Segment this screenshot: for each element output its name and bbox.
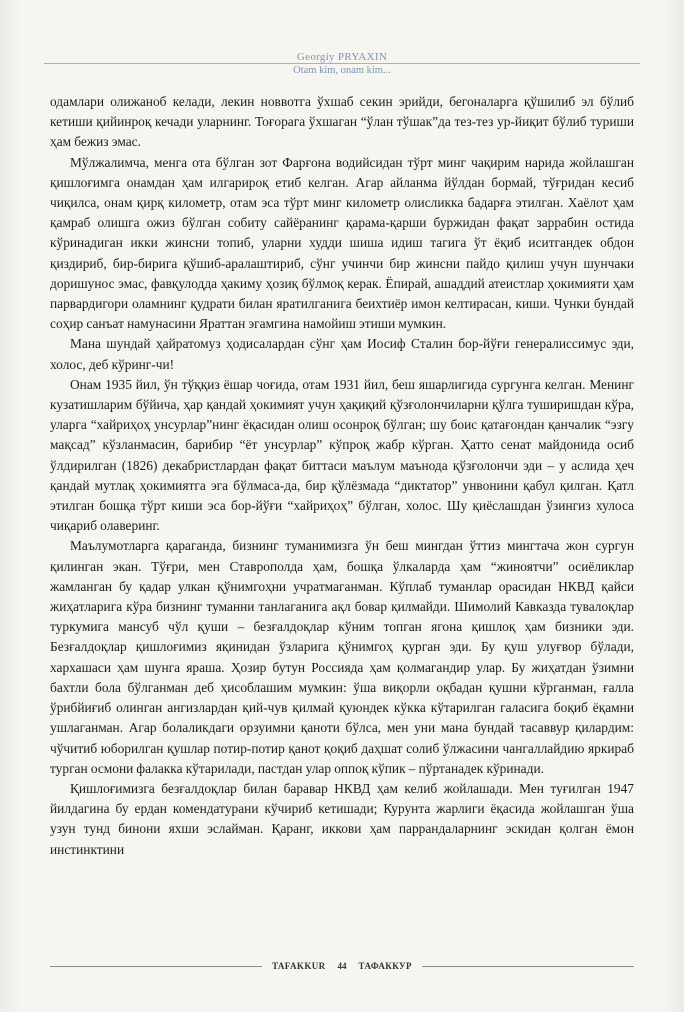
page-number: 44 (337, 961, 347, 971)
footer-rule-right (422, 966, 634, 967)
footer-rule-left (50, 966, 262, 967)
paragraph-3: Мана шундай ҳайратомуз ҳодисалардан сўнг ҳам Иосиф Сталин бор-йўғи генералиссимус эди, холос, деб кўринг-чи! (50, 336, 634, 372)
article-body (50, 92, 634, 860)
header-author: Georgiy PRYAXIN (296, 51, 388, 63)
running-header (44, 50, 640, 84)
paragraph-6: Қишлоғимизга безғалдоқлар билан баравар НКВД ҳам келиб жойлашади. Мен туғилган 1947 йилдагина бу ердан комендатурани кўчириб кетишади; Курунта жарлиги ёқасида жойлашган ўша узун тунд бинони яхши эслайман. Қаранг, иккови ҳам паррандаларнинг эскидан қолган ёмон инстинктини (50, 780, 634, 857)
paragraph-5: Маълумотларга қараганда, бизнинг туманимизга ўн беш мингдан ўттиз мингтача жон сургун қилинган экан. Тўғри, мен Ставрополда ҳам, бошқа ўлкаларда ҳам “жиноятчи” осиёликлар жамланган бу қадар улкан қўнимгоҳни учратмаганман. Кўплаб туманлар орасидан НКВД қайси жиҳатларига кўра бизнинг туманни танлаганига ақл бовар қилмайди. Шимолий Кавказда тувалоқлар туркумига мансуб чўл қуши – безғалдоқлар кўним топган ягона қишлоқ ҳам бизники эди. Безғалдоқлар қишлоғимиз яқинидан ўзларига қўнимгоҳ қурган эди. Бу қуш улуғвор бўлади, хархашаси ҳам шунга яраша. Ҳозир бутун Россияда ҳам қолмагандир улар. Бу жиҳатдан ўзимни бахтли бола бўлганман деб ҳисоблашим мумкин: ўша виқорли оқбадан қушни кўрганман, ғалла ўрибйиғиб олинган ангизлардан қий-чув қилмай қуюндек кўкка кўтарилган галасига боқиб ёқамни ушлаганман. Агар болаликдаги орзуимни қаноти бўлса, мен уни мана бундай тасаввур қилардим: чўчитиб юборилган қушлар потир-потир қанот қоқиб даҳшат солиб ўлжасини чангаллайдию яркираб турган осмони фалакка кўтарилади, пастдан улар оппоқ кўпик – пўртанадек кўринади. (50, 538, 634, 776)
paragraph-1: одамлари олижаноб келади, лекин новвотга ўхшаб секин эрийди, бегоналарга қўшилиб эл бўлиб кетиши қийинроқ кечади уларнинг. Тоғорага ўхшаган “ўлан тўшак”да тез-тез ур-йиқит бўлиб туриши ҳам бежиз эмас. (50, 94, 634, 150)
footer-label-latin: TAFAKKUR (272, 961, 326, 971)
header-rule (44, 63, 640, 64)
paragraph-2: Мўлжалимча, менга ота бўлган зот Фарғона водийсидан тўрт минг чақирим нарида жойлашган қишлоғимга онамдан ҳам илгарироқ етиб келган. Агар айланма йўлдан бормай, тўғридан кесиб чиқилса, онам қирқ километр, отам эса тўрт минг километр олисликка бадарға этилган. Хаёлот ҳам қамраб олишга ожиз бўлган собиту сайёранинг қарама-қарши буржидан фақат заррабин остида кўринадиган икки жинсни топиб, уларни худди шиша идиш тагига ўт ёқиб иситгандек обдон қиздириб, бир-бирига қўшиб-аралаштириб, сўнг учинчи бир жинсни пайдо қилиш учун шунчаки доришунос эмас, фавқулодда ҳакиму ҳозиқ бўлмоқ керак. Ёпирай, ашаддий атеистлар ҳокимияти ҳам парвардигори оламнинг қудрати билан яратилганига беихтиёр имон келтирасан, киши. Чунки бундай соҳир санъат намунасини Яраттан эгамгина намойиш этиши мумкин. (50, 154, 634, 332)
paragraph-4: Онам 1935 йил, ўн тўққиз ёшар чоғида, отам 1931 йил, беш яшарлигида сургунга келган. Менинг кузатишларим бўйича, ҳар қандай ҳокимият учун ҳақиқий қўзғолончиларни қўлга туширишдан кўра, уларга “хайриҳоҳ унсурлар”нинг ёқасидан олиш осонроқ бўлган; шу боис қатағондан қанчалик “эзгу мақсад” кўзланмасин, барибир “ёт унсурлар” кўпроқ жабр кўрган. Ҳатто сенат майдонида осиб ўлдирилган (1826) декабристлардан фақат биттаси маълум маънода қўзғолончи эди – у аслида ҳеч қандай мутлақ ҳокимиятга эга бўлмаса-да, бир қўлёзмада “диктатор” унвонини қабул қилган. Қатл этилган бошқа тўрт киши эса бор-йўғи “хайриҳоҳ” бўлган, холос. Шу қиёслашдан ўзингиз хулоса чиқариб олаверинг. (50, 376, 634, 534)
header-subtitle: Otam kim, onam kim... (293, 65, 391, 76)
page-footer (44, 958, 640, 974)
footer-label-cyrillic: ТАФАККУР (358, 961, 412, 971)
